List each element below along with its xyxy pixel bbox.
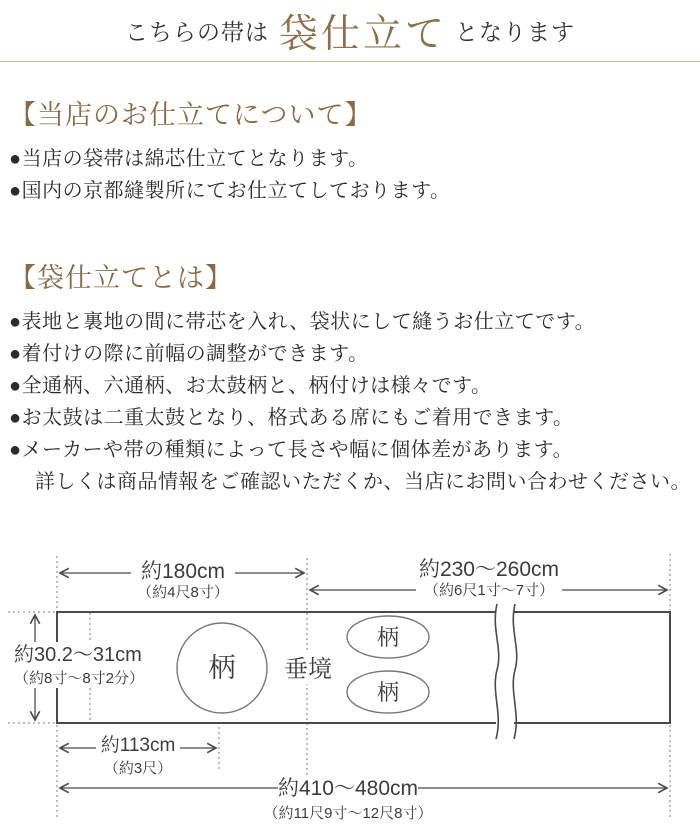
label-tare-shaku: （約4尺8寸） [137, 584, 229, 601]
fukuro-note: 詳しくは商品情報をご確認いただくか、当店にお問い合わせください。 [35, 471, 691, 493]
fukuro-bullet-5: ●メーカーや帯の種類によって長さや幅に個体差があります。 [9, 439, 574, 461]
label-width-shaku: （約8寸〜8寸2分） [14, 670, 145, 687]
shop-bullet-2: ●国内の京都縫製所にてお仕立てしております。 [9, 180, 451, 202]
label-otaiko-shaku: （約3尺） [103, 760, 173, 777]
title-suffix: となります [455, 20, 575, 45]
obi-dimension-diagram [0, 530, 700, 840]
label-width-cm: 約30.2〜31cm [14, 644, 142, 666]
title-highlight: 袋仕立て [278, 12, 447, 56]
label-total-cm: 約410〜480cm [277, 777, 419, 800]
label-total-shaku: （約11尺9寸〜12尺8寸） [263, 805, 433, 822]
label-te-cm: 約230〜260cm [418, 558, 560, 581]
fukuro-bullet-2: ●着付けの際に前幅の調整ができます。 [9, 343, 369, 365]
label-tare-boundary: 垂境 [284, 656, 332, 683]
label-otaiko-cm: 約113cm [100, 735, 176, 756]
obi-diagram-svg [0, 530, 700, 840]
title-prefix: こちらの帯は [124, 20, 269, 45]
section-fukuro-heading: 【袋仕立てとは】 [9, 263, 233, 293]
label-pattern-ellipse-top: 柄 [376, 625, 400, 650]
label-tare-cm: 約180cm [140, 560, 226, 583]
section-shop-heading: 【当店のお仕立てについて】 [9, 100, 373, 130]
fukuro-bullet-4: ●お太鼓は二重太鼓となり、格式ある席にもご着用できます。 [9, 407, 574, 429]
shop-bullet-1: ●当店の袋帯は綿芯仕立てとなります。 [9, 148, 369, 170]
label-pattern-circle: 柄 [208, 653, 236, 683]
fukuro-bullet-3: ●全通柄、六通柄、お太鼓柄と、柄付けは様々です。 [9, 375, 492, 397]
fukuro-bullet-1: ●表地と裏地の間に帯芯を入れ、袋状にして縫うお仕立てです。 [9, 311, 596, 333]
label-pattern-ellipse-bottom: 柄 [376, 680, 400, 705]
section-fukuro-explanation [0, 256, 700, 493]
header [0, 0, 700, 62]
page-title [125, 3, 575, 59]
section-shop-tailoring [0, 93, 700, 202]
label-te-shaku: （約6尺1寸〜7寸） [423, 582, 555, 599]
